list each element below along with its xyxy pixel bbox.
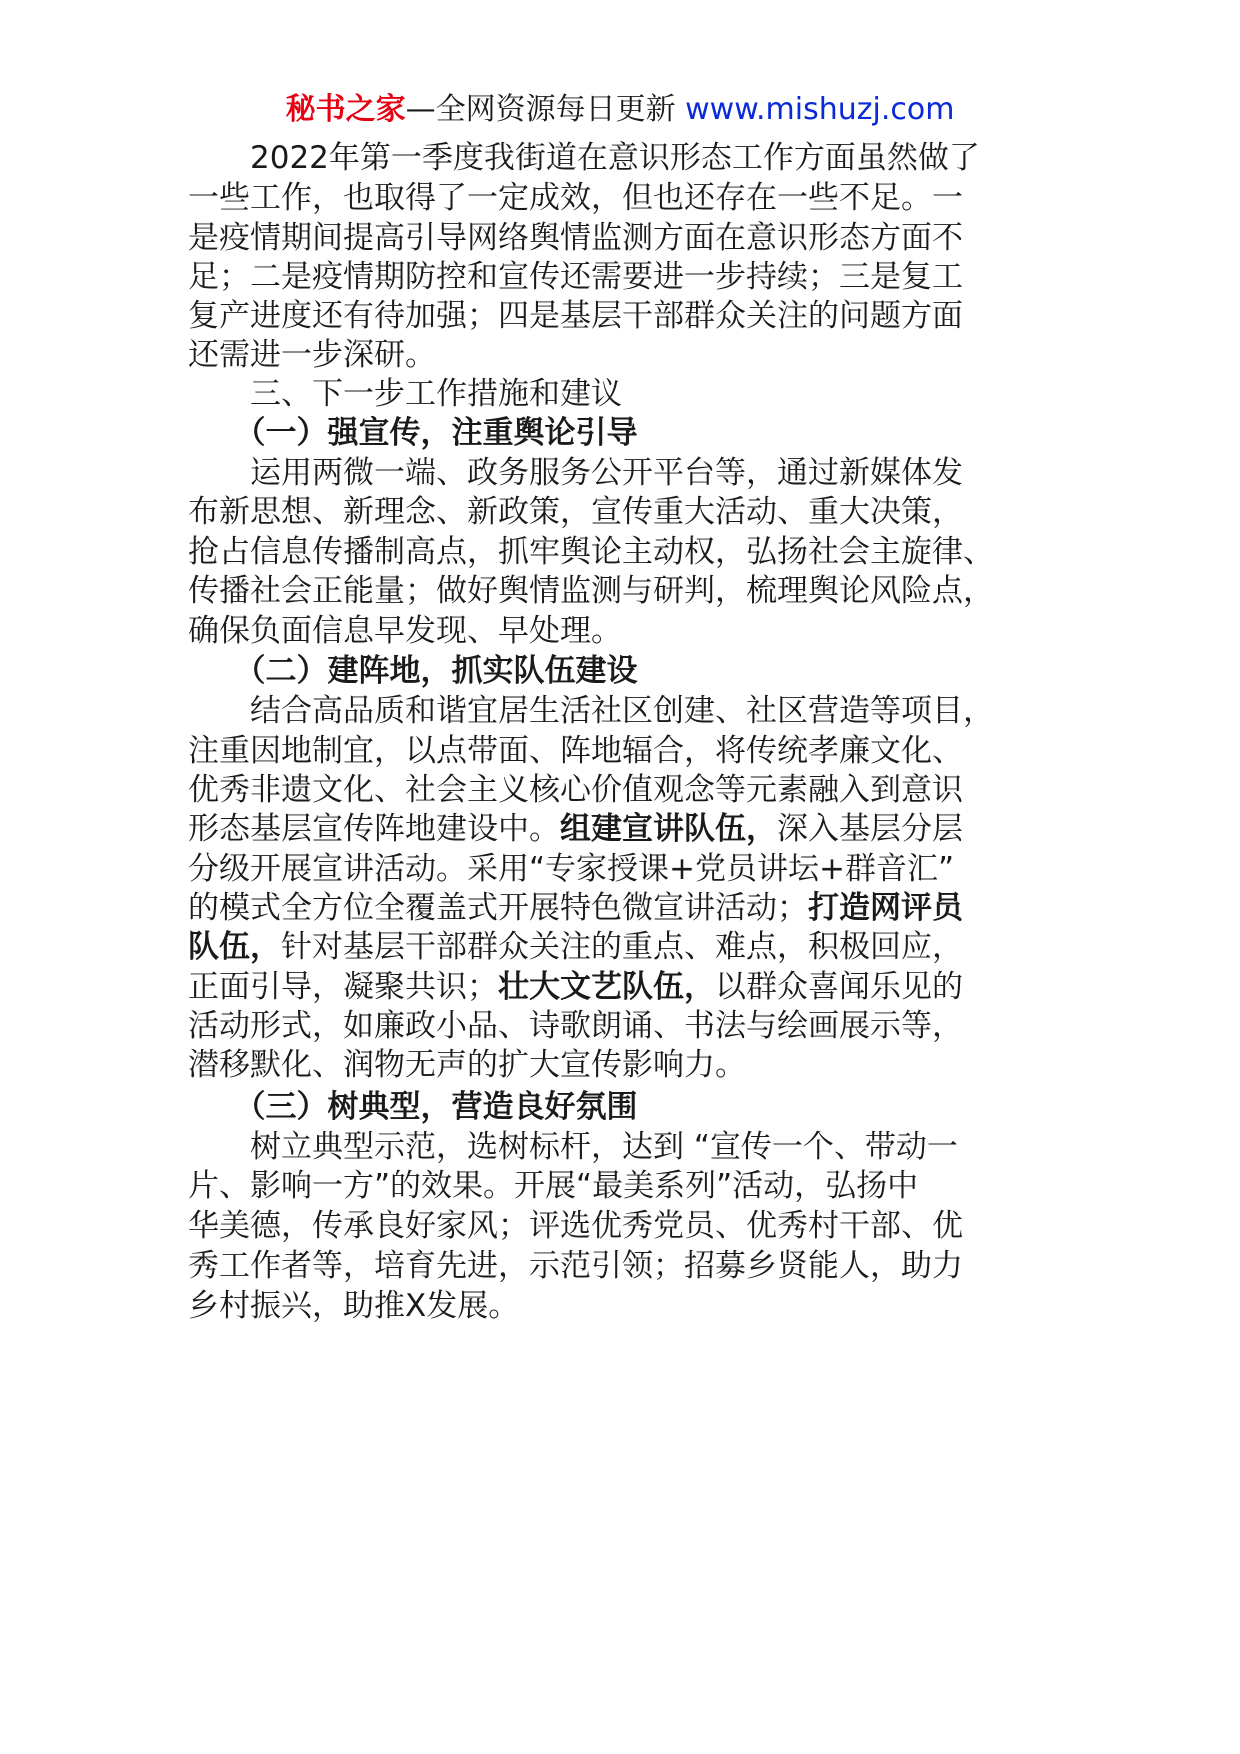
- subsection-heading: （三）树典型，营造良好氛围: [188, 1089, 638, 1125]
- paragraph-line: 华美德，传承良好家风；评选优秀党员、优秀村干部、优: [188, 1208, 963, 1244]
- text-run: 针对基层干部群众关注的重点、难点，积极回应，: [281, 929, 963, 965]
- paragraph-line: 乡村振兴，助推X发展。: [188, 1288, 520, 1324]
- paragraph-line: 树立典型示范，选树标杆，达到 “宣传一个、带动一: [188, 1129, 958, 1165]
- text-run: 正面引导，凝聚共识；: [188, 969, 498, 1005]
- paragraph-line: 足；二是疫情期防控和宣传还需要进一步持续；三是复工: [188, 259, 963, 295]
- emphasis-run: 打造网评员: [808, 890, 963, 926]
- paragraph-line: 运用两微一端、政务服务公开平台等，通过新媒体发: [188, 455, 963, 491]
- paragraph-line: [188, 807, 963, 851]
- section-heading: 三、下一步工作措施和建议: [188, 376, 622, 412]
- paragraph-line: 还需进一步深研。: [188, 337, 436, 373]
- site-url-link[interactable]: www.mishuzj.com: [685, 92, 955, 127]
- paragraph-line: 优秀非遗文化、社会主义核心价值观念等元素融入到意识: [188, 772, 963, 808]
- emphasis-run: 组建宣讲队伍，: [560, 811, 777, 847]
- text-run: 以群众喜闻乐见的: [715, 969, 963, 1005]
- paragraph-line: 确保负面信息早发现、早处理。: [188, 613, 622, 649]
- paragraph-line: 2022年第一季度我街道在意识形态工作方面虽然做了: [188, 140, 980, 176]
- paragraph-line: 秀工作者等，培育先进，示范引领；招募乡贤能人，助力: [188, 1248, 963, 1284]
- emphasis-run: 队伍，: [188, 929, 281, 965]
- paragraph-line: 活动形式，如廉政小品、诗歌朗诵、书法与绘画展示等，: [188, 1008, 963, 1044]
- subsection-heading: （一）强宣传，注重舆论引导: [188, 415, 638, 451]
- text-run: 深入基层分层: [777, 811, 963, 847]
- subsection-heading: （二）建阵地，抓实队伍建设: [188, 653, 638, 689]
- paragraph-line: 是疫情期间提高引导网络舆情监测方面在意识形态方面不: [188, 220, 963, 256]
- paragraph-line: 结合高品质和谐宜居生活社区创建、社区营造等项目，: [188, 693, 994, 729]
- text-run: 形态基层宣传阵地建设中。: [188, 811, 560, 847]
- site-tagline: —全网资源每日更新: [405, 92, 686, 127]
- paragraph-line: 一些工作，也取得了一定成效，但也还存在一些不足。一: [188, 180, 963, 216]
- text-run: 的模式全方位全覆盖式开展特色微宣讲活动；: [188, 890, 808, 926]
- paragraph-line: 布新思想、新理念、新政策，宣传重大活动、重大决策，: [188, 494, 963, 530]
- paragraph-line: [188, 886, 963, 930]
- paragraph-line: 片、影响一方”的效果。开展“最美系列”活动，弘扬中: [188, 1168, 919, 1204]
- site-header: [0, 88, 1240, 132]
- paragraph-line: 潜移默化、润物无声的扩大宣传影响力。: [188, 1047, 746, 1083]
- paragraph-line: 注重因地制宜，以点带面、阵地辐合，将传统孝廉文化、: [188, 733, 963, 769]
- site-brand: 秘书之家: [285, 92, 406, 127]
- paragraph-line: 抢占信息传播制高点，抓牢舆论主动权，弘扬社会主旋律、: [188, 534, 994, 570]
- paragraph-line: 分级开展宣讲活动。采用“专家授课+党员讲坛+群音汇”: [188, 851, 955, 887]
- paragraph-line: [188, 925, 963, 969]
- emphasis-run: 壮大文艺队伍，: [498, 969, 715, 1005]
- paragraph-line: [188, 965, 963, 1009]
- paragraph-line: 传播社会正能量；做好舆情监测与研判，梳理舆论风险点，: [188, 573, 994, 609]
- paragraph-line: 复产进度还有待加强；四是基层干部群众关注的问题方面: [188, 298, 963, 334]
